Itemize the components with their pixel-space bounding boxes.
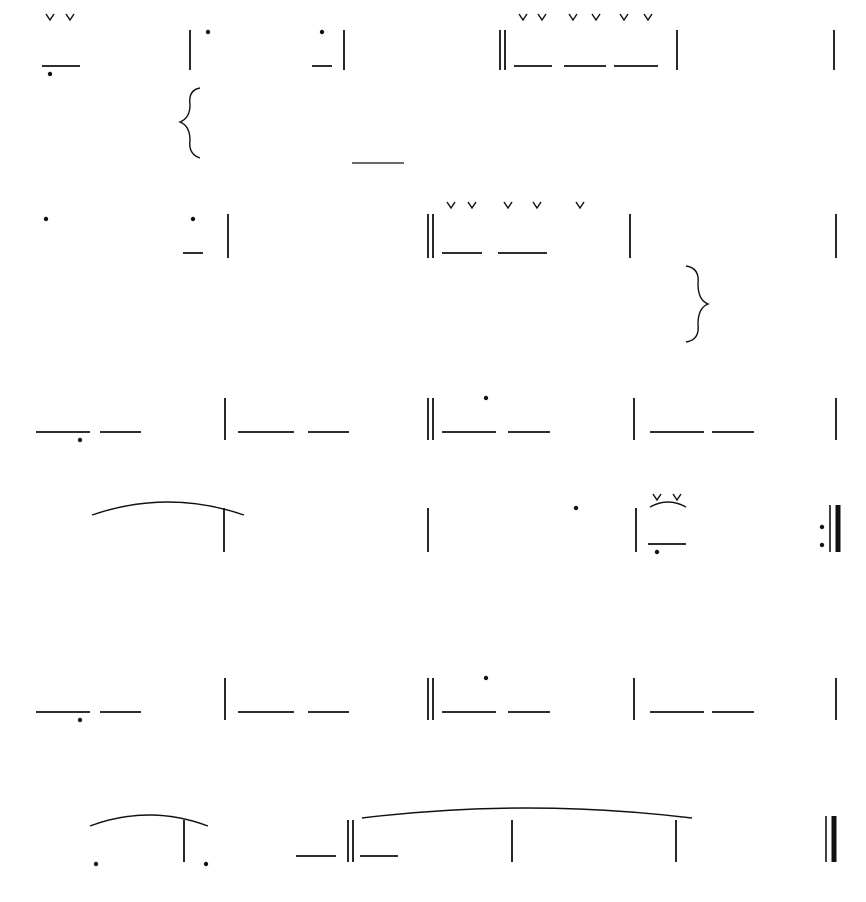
accent-mark [533, 202, 541, 208]
accent-mark [468, 202, 476, 208]
octave-high-dot [484, 396, 488, 400]
accent-mark [644, 14, 652, 20]
accent-mark [46, 14, 54, 20]
tie-slur [362, 808, 692, 818]
octave-high-dot [320, 30, 324, 34]
octave-low-dot [78, 718, 82, 722]
accent-mark [519, 14, 527, 20]
accent-mark [66, 14, 74, 20]
octave-low-dot [655, 550, 659, 554]
accent-mark [538, 14, 546, 20]
accent-mark [569, 14, 577, 20]
accent-mark [620, 14, 628, 20]
accent-mark [592, 14, 600, 20]
octave-low-dot [48, 72, 52, 76]
verse-brace [180, 88, 200, 158]
repeat-dot [820, 543, 824, 547]
octave-low-dot [94, 862, 98, 866]
tie-slur [92, 502, 244, 515]
repeat-dot [820, 525, 824, 529]
octave-high-dot [44, 217, 48, 221]
octave-high-dot [191, 217, 195, 221]
octave-high-dot [206, 30, 210, 34]
octave-low-dot [78, 438, 82, 442]
accent-mark [576, 202, 584, 208]
verse-brace [686, 266, 708, 342]
tie-slur [90, 815, 208, 826]
tie-slur [650, 502, 686, 507]
accent-mark [504, 202, 512, 208]
octave-high-dot [574, 506, 578, 510]
octave-high-dot [484, 676, 488, 680]
accent-mark [673, 494, 681, 500]
accent-mark [447, 202, 455, 208]
accent-mark [653, 494, 661, 500]
octave-low-dot [204, 862, 208, 866]
